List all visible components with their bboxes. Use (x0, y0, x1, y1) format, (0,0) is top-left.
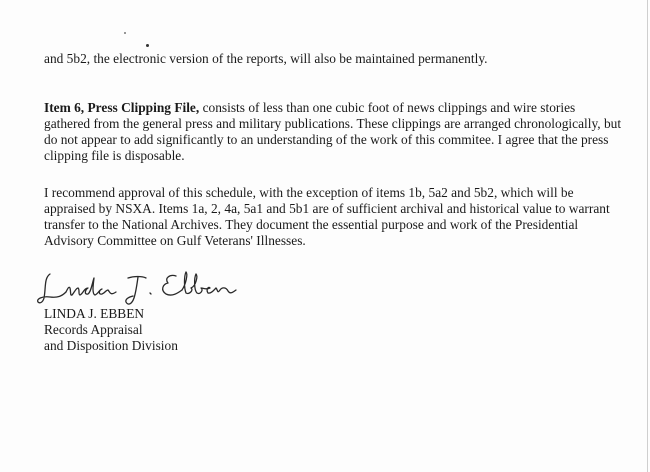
scan-speck (146, 44, 149, 47)
handwritten-signature (36, 266, 256, 310)
signer-title: Records Appraisal (44, 322, 143, 337)
paragraph-continuation (44, 51, 624, 67)
paragraph-text: I recommend approval of this schedule, with the exception of items 1b, 5a2 and 5b2, which will be appraised by NSXA. Items 1a, 2, 4a, 5a1 and 5b1 are of sufficient archival and historical value to warrant transfer to the National Archives. They document the essential purpose and work of the Presidential Advisory Committee on Gulf Veterans' Illnesses. (44, 185, 610, 248)
signature-block (44, 306, 178, 354)
scan-edge (647, 0, 648, 472)
paragraph-recommendation (44, 185, 624, 249)
signer-division: and Disposition Division (44, 338, 178, 353)
scan-speck (124, 32, 126, 34)
signer-name: LINDA J. EBBEN (44, 306, 145, 321)
paragraph-text: consists of less than one cubic foot of news clippings and wire stories gathered from the general press and military publications. These clippings are arranged chronologically, but do not appear to add significantly to an understanding of the work of this commitee. I agree that the press clipping file is disposable. (44, 100, 622, 163)
paragraph-item-6 (44, 100, 624, 164)
paragraph-text: and 5b2, the electronic version of the reports, will also be maintained permanently. (44, 51, 488, 66)
item-heading: Item 6, Press Clipping File, (44, 100, 200, 115)
